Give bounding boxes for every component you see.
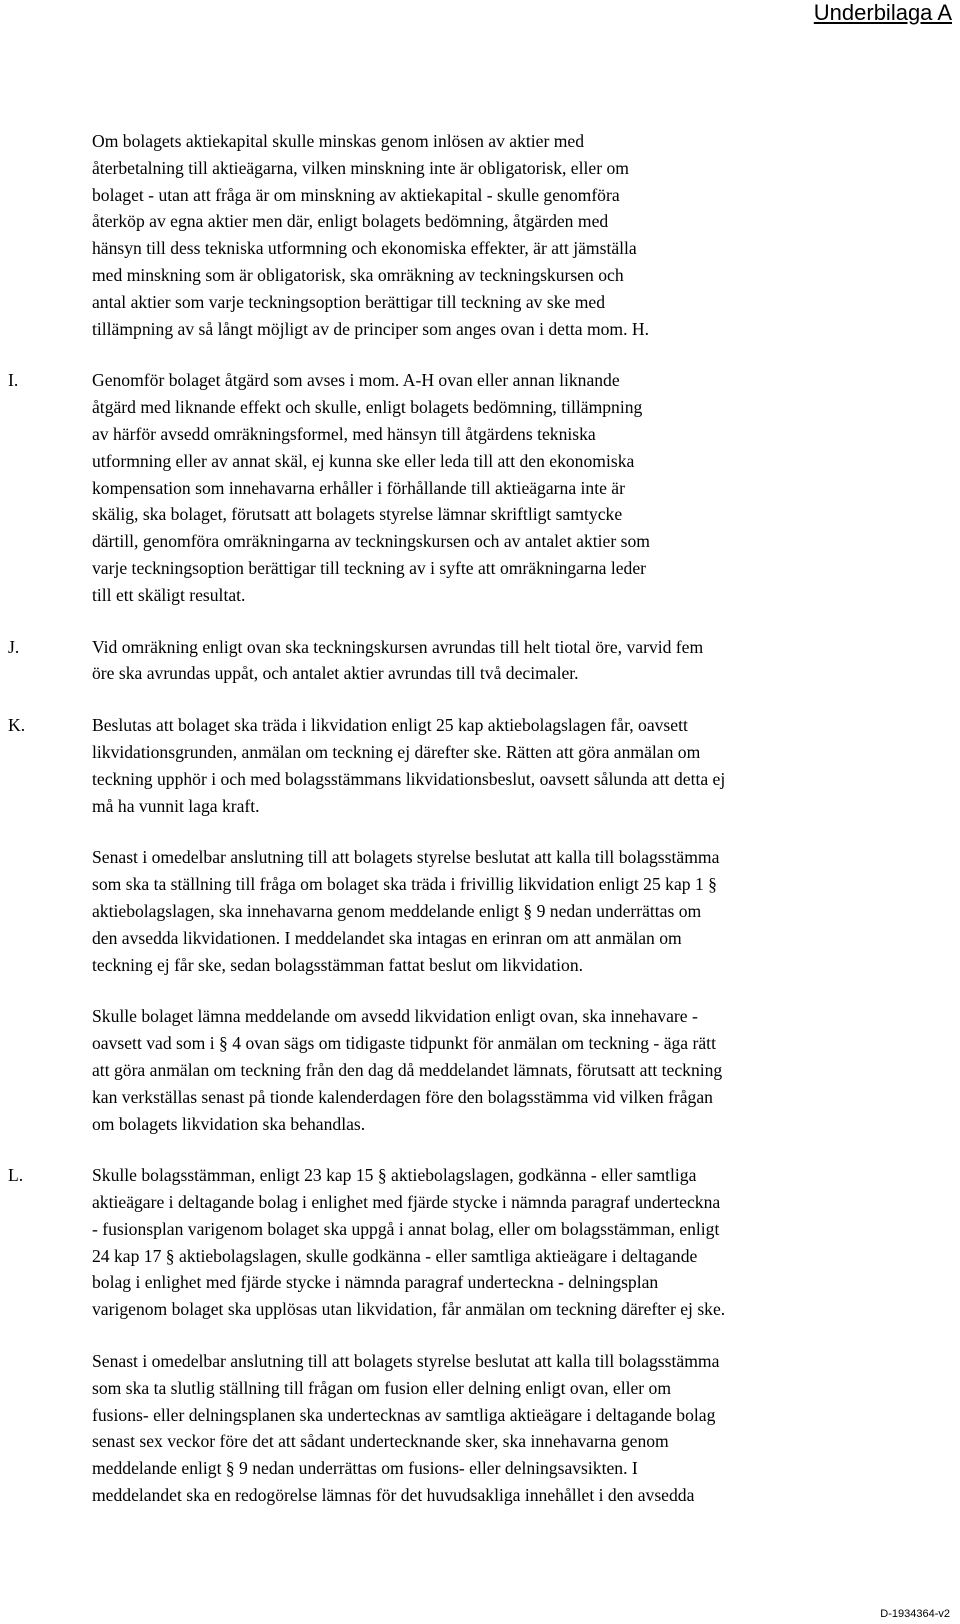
section-letter: K. [8, 715, 26, 736]
section-i [0, 367, 960, 608]
section-letter: J. [8, 636, 20, 657]
section-paragraph: Genomför bolaget åtgärd som avses i mom. A-H ovan eller annan liknande åtgärd med liknande effekt och skulle, enligt bolagets bedömning, tillämpning av härför avsedd omräkningsformel, med hänsyn till åtgärdens tekniska utformning eller av annat skäl, ej kunna ske eller leda till att den ekonomiska kompensation som innehavarna erhåller i förhållande till aktieägarna inte är skälig, ska bolaget, förutsatt att bolagets styrelse lämnar skriftligt samtycke därtill, genomföra omräkningarna av teckningskursen och av antalet aktier som varje teckningsoption berättigar till teckning av i syfte att omräkningarna leder till ett skäligt resultat. [92, 370, 650, 605]
section-paragraph: Skulle bolaget lämna meddelande om avsedd likvidation enligt ovan, ska innehavare - oavsett vad som i § 4 ovan sägs om tidigaste tidpunkt för anmälan om teckning - äga rätt att göra anmälan om teckning från den dag då meddelandet lämnats, förutsatt att teckning kan verkställas senast på tionde kalenderdagen före den bolagsstämma vid vilken frågan om bolagets likvidation ska behandlas. [92, 1006, 723, 1134]
section-paragraph: Senast i omedelbar anslutning till att bolagets styrelse beslutat att kalla till bolagsstämma som ska ta slutlig ställning till frågan om fusion eller delning enligt ovan, eller om fusions- eller delningsplanen ska undertecknas av samtliga aktieägare i deltagande bolag senast sex veckor före det att sådant undertecknande sker, ska innehavarna genom meddelande enligt § 9 nedan underrättas om fusions- eller delningsavsikten. I meddelandet ska en redogörelse lämnas för det huvudsakliga innehållet i den avsedda [92, 1351, 720, 1506]
section-paragraph: Skulle bolagsstämman, enligt 23 kap 15 § aktiebolagslagen, godkänna - eller samtliga aktieägare i deltagande bolag i enlighet med fjärde stycke i nämnda paragraf underteckna - fusionsplan varigenom bolaget ska uppgå i annat bolag, eller om bolagsstämman, enligt 24 kap 17 § aktiebolagslagen, skulle godkänna - eller samtliga aktieägare i deltagande bolag i enlighet med fjärde stycke i nämnda paragraf underteckna - delningsplan varigenom bolaget ska upplösas utan likvidation, får anmälan om teckning därefter ej ske. [92, 1165, 726, 1320]
document-body [0, 128, 960, 1509]
section-paragraph: Beslutas att bolaget ska träda i likvidation enligt 25 kap aktiebolagslagen får, oavsett likvidationsgrunden, anmälan om teckning ej därefter ske. Rätten att göra anmälan om teckning upphör i och med bolagsstämmans likvidationsbeslut, oavsett sålunda att detta ej må ha vunnit laga kraft. [92, 715, 726, 816]
intro-paragraph: Om bolagets aktiekapital skulle minskas genom inlösen av aktier med återbetalning till aktieägarna, vilken minskning inte är obligatorisk, eller om bolaget - utan att fråga är om minskning av aktiekapital - skulle genomföra återköp av egna aktier men där, enligt bolagets bedömning, åtgärden med hänsyn till dess tekniska utformning och ekonomiska effekter, är att jämställa med minskning som är obligatorisk, ska omräkning av teckningskursen och antal aktier som varje teckningsoption berättigar till teckning av ske med tillämpning av så långt möjligt av de principer som anges ovan i detta mom. H. [92, 131, 650, 339]
section-l [0, 1162, 960, 1509]
annex-heading: Underbilaga A [813, 0, 952, 25]
section-letter: L. [8, 1165, 24, 1186]
section-paragraph: Senast i omedelbar anslutning till att bolagets styrelse beslutat att kalla till bolagsstämma som ska ta ställning till fråga om bolaget ska träda i frivillig likvidation enligt 25 kap 1 § aktiebolagslagen, ska innehavarna genom meddelande enligt § 9 nedan underrättas om den avsedda likvidationen. I meddelandet ska intagas en erinran om att anmälan om teckning ej får ske, sedan bolagsstämman fattat beslut om likvidation. [92, 847, 720, 975]
section-k [0, 712, 960, 1137]
document-id: D-1934364-v2 [880, 1608, 950, 1620]
section-letter: I. [8, 370, 19, 391]
section-paragraph: Vid omräkning enligt ovan ska teckningskursen avrundas till helt tiotal öre, varvid fem öre ska avrundas uppåt, och antalet aktier avrundas till två decimaler. [92, 636, 704, 684]
section-j [0, 634, 960, 688]
